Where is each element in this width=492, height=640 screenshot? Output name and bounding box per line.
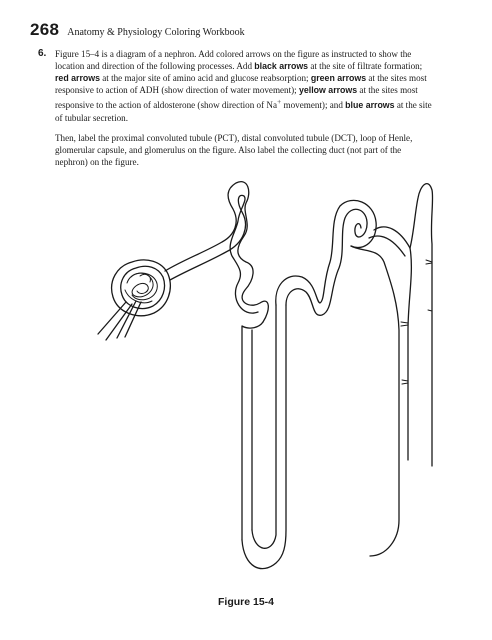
loop-of-henle bbox=[242, 305, 286, 569]
glomerulus bbox=[125, 273, 157, 303]
distal-convoluted-tubule bbox=[276, 200, 399, 556]
black-arrows-term: black arrows bbox=[254, 61, 309, 72]
book-title: Anatomy & Physiology Coloring Workbook bbox=[67, 27, 245, 38]
proximal-convoluted-tubule bbox=[165, 182, 268, 322]
red-arrows-term: red arrows bbox=[55, 73, 100, 84]
yellow-arrows-term: yellow arrows bbox=[298, 85, 358, 96]
blue-arrows-term: blue arrows bbox=[345, 100, 395, 111]
labeling-paragraph: Then, label the proximal convoluted tubule (PCT), distal convoluted tubule (DCT), loop of Henle, glomerular capsule, and glomerulus on the figure. Also label the collecting duct (not part of the nephron) on the figure. bbox=[55, 132, 413, 167]
page-number: 268 bbox=[30, 20, 60, 39]
collecting-duct-marks bbox=[401, 260, 432, 384]
descending-limb bbox=[242, 322, 263, 540]
green-arrows-term: green arrows bbox=[310, 73, 367, 84]
collecting-duct bbox=[369, 184, 433, 466]
glomerular-capsule bbox=[112, 260, 171, 316]
figure-caption: Figure 15-4 bbox=[217, 596, 275, 608]
instructions-paragraph: Figure 15–4 is a diagram of a nephron. Add colored arrows on the figure as instructed to show the location and direction of the following processes. Add black arrows at the site of filtrate formation; red arrows at the major site of amino acid and glucose reabsorption; green arrows at the sites most responsive to action of ADH (show direction of water movement); yellow arrows at the sites most responsive to the action of aldosterone (show direction of Na+ movement); and blue arrows at the site of tubular secretion. bbox=[55, 49, 432, 123]
loop-of-henle-inner bbox=[252, 305, 276, 548]
question-number: 6. bbox=[38, 48, 47, 59]
